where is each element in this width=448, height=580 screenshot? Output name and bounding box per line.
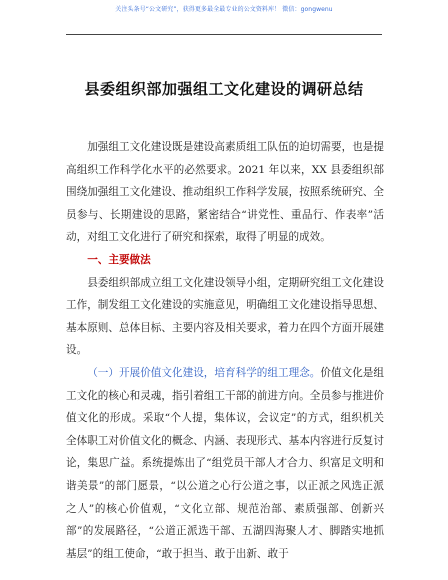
header-divider	[66, 34, 382, 35]
intro-paragraph: 加强组工文化建设既是建设高素质组工队伍的迫切需要，也是提高组织工作科学化水平的必然要求。2021 年以来，XX 县委组织部围绕加强组工文化建设、推动组织工作科学发展，按照系统研究、全员参与、长期建设的思路，紧密结合“讲党性、重品行、作表率”活动，对组工文化进行了研究和探索，取得了明显的成效。	[66, 141, 384, 244]
document-title: 县委组织部加强组工文化建设的调研总结	[84, 80, 364, 98]
subsection-heading: （一）开展价值文化建设，培育科学的组工理念。	[87, 366, 321, 379]
body-paragraph: 县委组织部成立组工文化建设领导小组，定期研究组工文化建设工作，制发组工文化建设的实施意见，明确组工文化建设指导思想、基本原则、总体目标、主要内容及相关要求，着力在四个方面开展建设。	[66, 276, 384, 357]
header-banner: 关注头条号“公文研究”，获得更多最全最专业的公文资料库！ 微信：gongwenu	[115, 6, 333, 13]
subsection-text: 价值文化是组工文化的核心和灵魂，指引着组工干部的前进方向。全员参与推进价值文化的形成。采取“个人提，集体议，会议定”的方式，组织机关全体职工对价值文化的概念、内涵、表现形式、基本内容进行反复讨论，集思广益。系统提炼出了“组党员干部人才合力、织富足文明和谐美景”的部门愿景，“以公道之心行公道之事，以正派之风选正派之人”的核心价值观，“文化立部、规范治部、素质强部、创新兴部”的发展路径，“公道正派选干部、五湖四海聚人才、脚踏实地抓基层”的组工使命，“敢于担当、敢于出新、敢于	[66, 366, 385, 560]
document-body	[66, 136, 384, 565]
subsection-paragraph	[66, 362, 384, 565]
section-heading: 一、主要做法	[87, 253, 151, 266]
